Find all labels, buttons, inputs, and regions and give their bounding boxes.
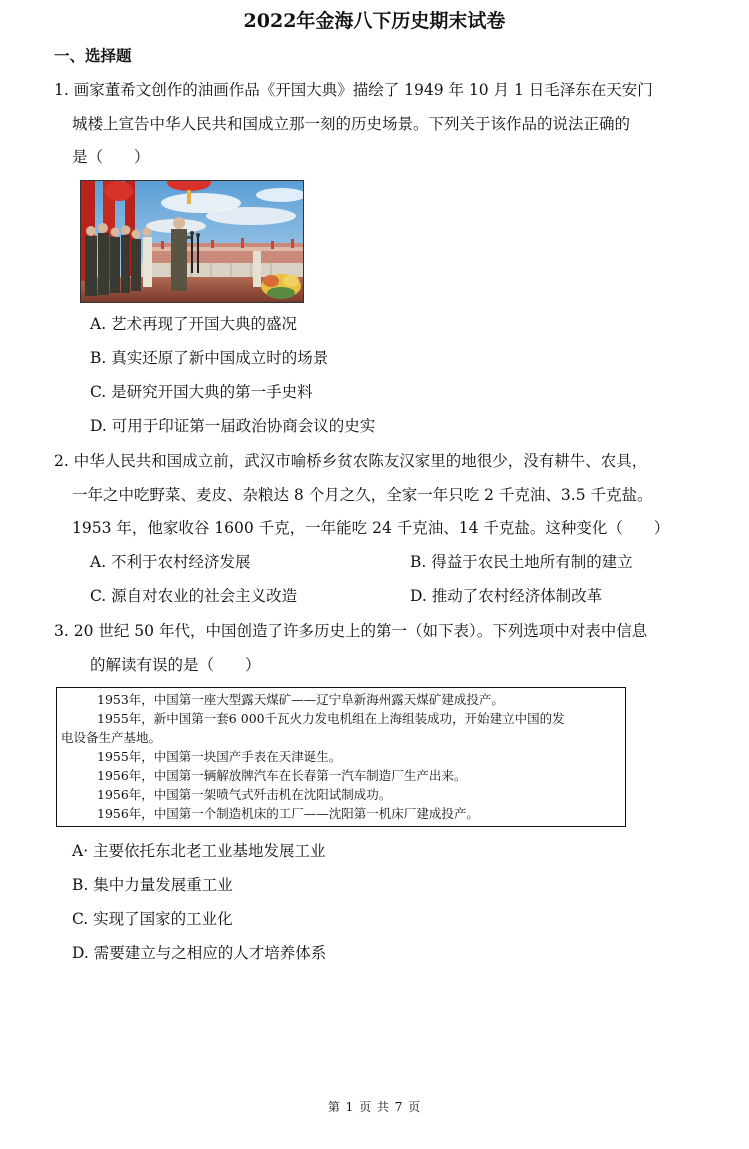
table-line-7: 1956年，中国第一个制造机床的工厂——沈阳第一机床厂建成投产。: [97, 806, 479, 821]
table-line-3: 电设备生产基地。: [61, 730, 162, 745]
q3-option-b: B. 集中力量发展重工业: [72, 876, 233, 894]
table-line-1: 1953年，中国第一座大型露天煤矿——辽宁阜新海州露天煤矿建成投产。: [97, 692, 504, 707]
q3-line-1: 3. 20 世纪 50 年代，中国创造了许多历史上的第一（如下表）。下列选项中对表中信息: [54, 622, 648, 640]
q1-line-3: 是（ ）: [72, 148, 150, 166]
q1-line-2: 城楼上宣告中华人民共和国成立那一刻的历史场景。下列关于该作品的说法正确的: [72, 115, 631, 133]
q2-option-d: D. 推动了农村经济体制改革: [410, 587, 603, 605]
table-line-6: 1956年，中国第一架喷气式歼击机在沈阳试制成功。: [97, 787, 392, 802]
founding-ceremony-painting: [80, 180, 304, 303]
q1-option-a: A. 艺术再现了开国大典的盛况: [90, 315, 298, 333]
q2-line-3: 1953 年，他家收谷 1600 千克，一年能吃 24 千克油、14 千克盐。这种变化（ ）: [72, 519, 670, 537]
firsts-table-box: [56, 687, 626, 827]
page-title: 2022年金海八下历史期末试卷: [243, 10, 506, 32]
q2-option-c: C. 源自对农业的社会主义改造: [90, 587, 298, 605]
q2-option-b: B. 得益于农民土地所有制的建立: [410, 553, 633, 571]
table-line-5: 1956年，中国第一辆解放牌汽车在长春第一汽车制造厂生产出来。: [97, 768, 467, 783]
q1-option-b: B. 真实还原了新中国成立时的场景: [90, 349, 329, 367]
q2-option-a: A. 不利于农村经济发展: [90, 553, 251, 571]
q3-option-a: A· 主要依托东北老工业基地发展工业: [72, 842, 326, 860]
q2-line-2: 一年之中吃野菜、麦皮、杂粮达 8 个月之久，全家一年只吃 2 千克油、3.5 千克盐。: [72, 486, 653, 504]
table-line-4: 1955年，中国第一块国产手表在天津诞生。: [97, 749, 342, 764]
q2-line-1: 2. 中华人民共和国成立前，武汉市喻桥乡贫农陈友汉家里的地很少，没有耕牛、农具，: [54, 452, 648, 470]
q3-option-d: D. 需要建立与之相应的人才培养体系: [72, 944, 327, 962]
q3-option-c: C. 实现了国家的工业化: [72, 910, 233, 928]
section-heading: 一、选择题: [54, 47, 132, 65]
q1-line-1: 1. 画家董希文创作的油画作品《开国大典》描绘了 1949 年 10 月 1 日毛泽东在天安门: [54, 81, 653, 99]
q1-option-d: D. 可用于印证第一届政治协商会议的史实: [90, 417, 376, 435]
q1-option-c: C. 是研究开国大典的第一手史料: [90, 383, 313, 401]
q3-line-2: 的解读有误的是（ ）: [90, 656, 261, 674]
table-line-2: 1955年，新中国第一套6 000千瓦火力发电机组在上海组装成功，开始建立中国的发: [97, 711, 565, 726]
page-footer: 第 1 页 共 7 页: [327, 1100, 422, 1114]
